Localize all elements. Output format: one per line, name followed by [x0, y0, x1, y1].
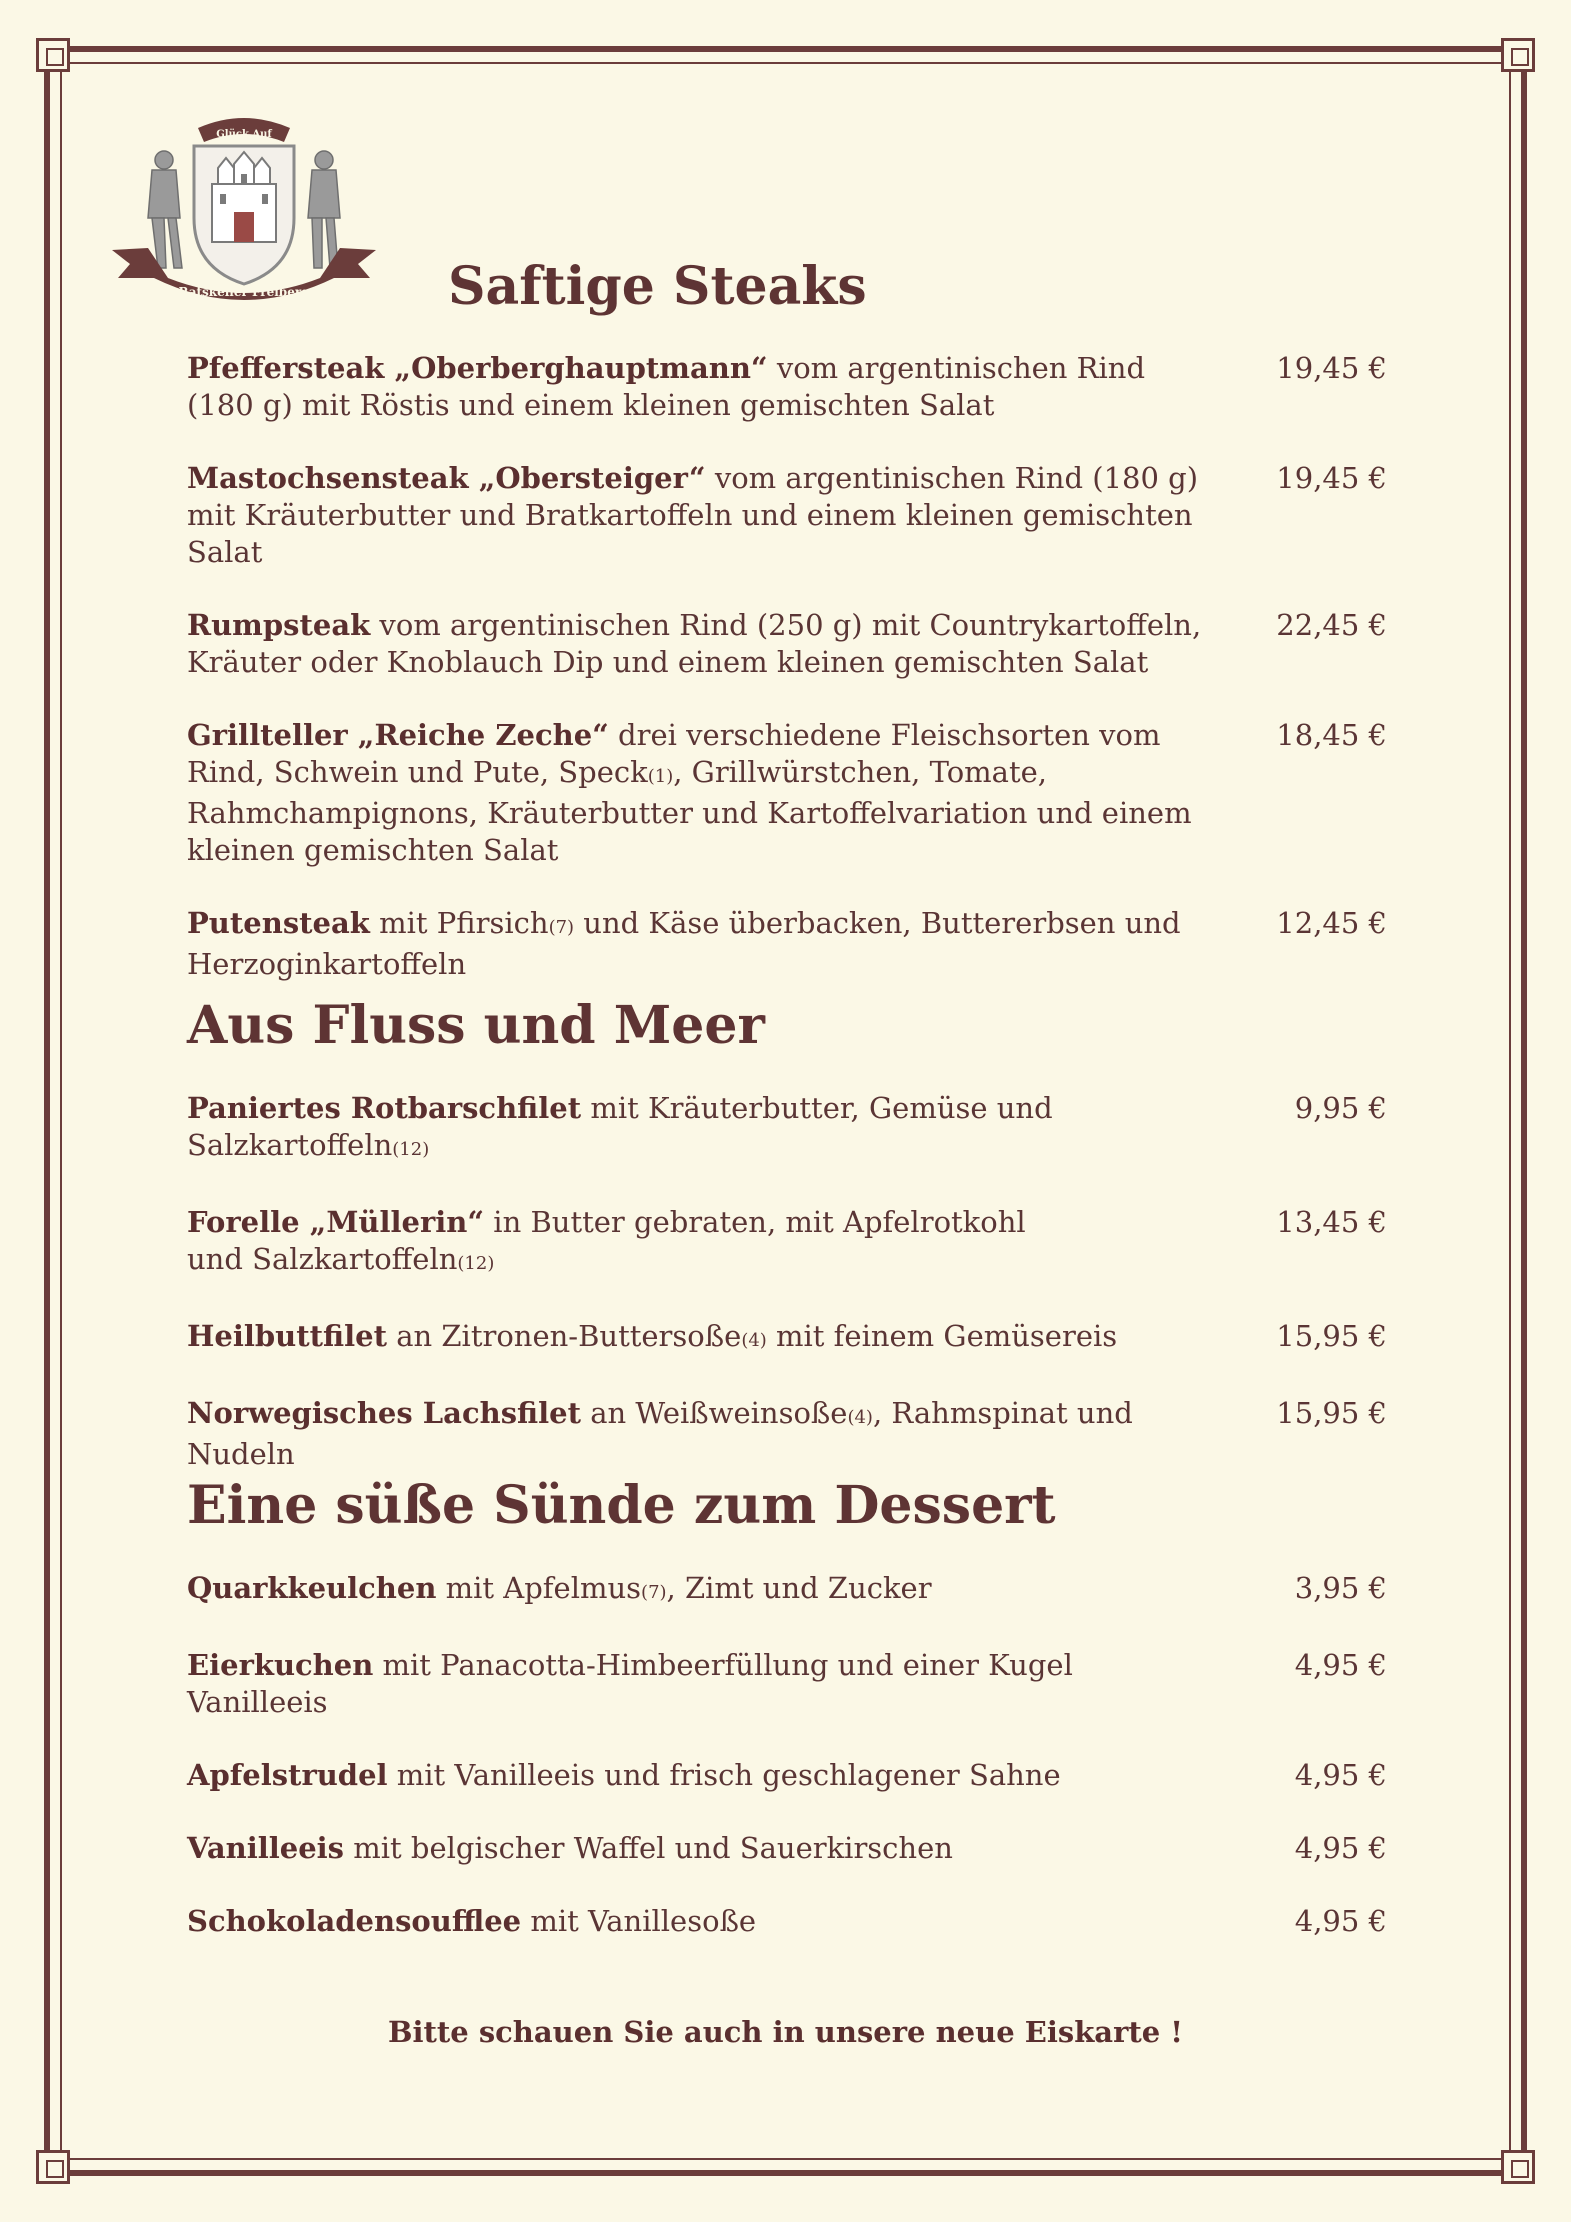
menu-item-description: Norwegisches Lachsfilet an Weißweinsoße(4), Rahmspinat und Nudeln: [187, 1396, 1133, 1471]
menu-item-name: Heilbuttfilet: [187, 1319, 387, 1353]
menu-item: [187, 1903, 1387, 1940]
allergen-note: (4): [741, 1330, 767, 1351]
menu-item-name: Pfeffersteak „Oberberghauptmann“: [187, 351, 768, 385]
footer-note: Bitte schauen Sie auch in unsere neue Eiskarte !: [387, 2015, 1184, 2049]
menu-item-description: Rumpsteak vom argentinischen Rind (250 g) mit Countrykartoffeln, Kräuter oder Knoblauch Dip und einem kleinen gemischten Salat: [187, 608, 1202, 679]
menu-item-name: Paniertes Rotbarschfilet: [187, 1091, 582, 1125]
menu-item-price: 15,95 €: [1276, 1319, 1387, 1353]
menu-item-description: Forelle „Müllerin“ in Butter gebraten, mit Apfelrotkohl und Salzkartoffeln(12): [187, 1205, 1026, 1276]
menu-item-price: 9,95 €: [1294, 1091, 1387, 1125]
menu-item: [187, 607, 1387, 681]
menu-item-description: Paniertes Rotbarschfilet mit Kräuterbutter, Gemüse und Salzkartoffeln(12): [187, 1091, 1053, 1162]
menu-item: [187, 1647, 1387, 1721]
corner-ornament-top-right: [1501, 38, 1535, 72]
menu-item-price: 22,45 €: [1276, 608, 1387, 642]
menu-item: [187, 1395, 1387, 1473]
menu-item: [187, 1570, 1387, 1611]
menu-item-name: Vanilleeis: [187, 1831, 345, 1865]
menu-item-name: Mastochsensteak „Obersteiger“: [187, 461, 706, 495]
menu-item-name: Apfelstrudel: [187, 1758, 388, 1792]
logo-right-figure: [308, 151, 340, 268]
dessert-list: [187, 1570, 1387, 1976]
corner-ornament-bottom-right: [1501, 2150, 1535, 2184]
menu-item-description: Putensteak mit Pfirsich(7) und Käse überbacken, Buttererbsen und Herzoginkartoffeln: [187, 906, 1181, 981]
allergen-note: (1): [647, 766, 674, 787]
menu-item-description: Apfelstrudel mit Vanilleeis und frisch geschlagener Sahne: [187, 1758, 1061, 1792]
logo-top-text: Glück Auf: [216, 129, 272, 140]
menu-item-name: Forelle „Müllerin“: [187, 1205, 485, 1239]
menu-item-price: 15,95 €: [1276, 1396, 1387, 1430]
ratskeller-logo: [108, 108, 380, 328]
menu-item: [187, 717, 1387, 869]
steaks-list: [187, 350, 1387, 1019]
fish-list: [187, 1090, 1387, 1509]
menu-item: [187, 1830, 1387, 1867]
menu-item-description: Schokoladensoufflee mit Vanillesoße: [187, 1904, 757, 1938]
allergen-note: (12): [457, 1253, 495, 1274]
menu-item-description: Pfeffersteak „Oberberghauptmann“ vom argentinischen Rind (180 g) mit Röstis und einem kleinen gemischten Salat: [187, 351, 1146, 422]
corner-ornament-top-left: [36, 38, 70, 72]
allergen-note: (7): [641, 1582, 667, 1603]
corner-ornament-bottom-left: [36, 2150, 70, 2184]
menu-item-name: Grillteller „Reiche Zeche“: [187, 718, 609, 752]
menu-item: [187, 1757, 1387, 1794]
menu-item-description: Eierkuchen mit Panacotta-Himbeerfüllung und einer Kugel Vanilleeis: [187, 1648, 1073, 1719]
menu-item-description: Quarkkeulchen mit Apfelmus(7), Zimt und Zucker: [187, 1571, 932, 1605]
logo-left-figure: [148, 151, 182, 268]
logo-banner-text: Ratskeller Freiberg: [178, 285, 310, 299]
menu-item-description: Heilbuttfilet an Zitronen-Buttersoße(4) mit feinem Gemüsereis: [187, 1319, 1118, 1353]
menu-item-description: Grillteller „Reiche Zeche“ drei verschiedene Fleischsorten vom Rind, Schwein und Pute, Speck(1), Grillwürstchen, Tomate, Rahmchampignons, Kräuterbutter und Kartoffelvariation und einem kleinen gemischten Salat: [187, 718, 1192, 867]
menu-item-price: 18,45 €: [1276, 718, 1387, 752]
allergen-note: (4): [847, 1407, 873, 1428]
menu-item: [187, 460, 1387, 571]
menu-item-price: 12,45 €: [1276, 906, 1387, 940]
menu-item-name: Eierkuchen: [187, 1648, 374, 1682]
section-title-steaks: Saftige Steaks: [448, 256, 867, 317]
menu-item-description: Mastochsensteak „Obersteiger“ vom argentinischen Rind (180 g) mit Kräuterbutter und Bratkartoffeln und einem kleinen gemischten Salat: [187, 461, 1199, 569]
menu-item-price: 19,45 €: [1276, 351, 1387, 385]
menu-item-name: Rumpsteak: [187, 608, 371, 642]
menu-item-price: 13,45 €: [1276, 1205, 1387, 1239]
allergen-note: (12): [392, 1139, 430, 1160]
menu-item-price: 19,45 €: [1276, 461, 1387, 495]
menu-item-description: Vanilleeis mit belgischer Waffel und Sauerkirschen: [187, 1831, 953, 1865]
menu-item-price: 3,95 €: [1294, 1571, 1387, 1605]
menu-item: [187, 1204, 1387, 1282]
menu-item-price: 4,95 €: [1294, 1904, 1387, 1938]
section-title-dessert: Eine süße Sünde zum Dessert: [187, 1475, 1056, 1536]
section-title-fish: Aus Fluss und Meer: [187, 995, 765, 1056]
menu-item: [187, 905, 1387, 983]
menu-item-name: Schokoladensoufflee: [187, 1904, 522, 1938]
menu-item-name: Quarkkeulchen: [187, 1571, 437, 1605]
allergen-note: (7): [548, 917, 575, 938]
menu-item: [187, 350, 1387, 424]
menu-item: [187, 1318, 1387, 1359]
menu-item-name: Putensteak: [187, 906, 370, 940]
menu-item-price: 4,95 €: [1294, 1648, 1387, 1682]
menu-item-price: 4,95 €: [1294, 1831, 1387, 1865]
menu-item: [187, 1090, 1387, 1168]
menu-item-name: Norwegisches Lachsfilet: [187, 1396, 581, 1430]
menu-item-price: 4,95 €: [1294, 1758, 1387, 1792]
